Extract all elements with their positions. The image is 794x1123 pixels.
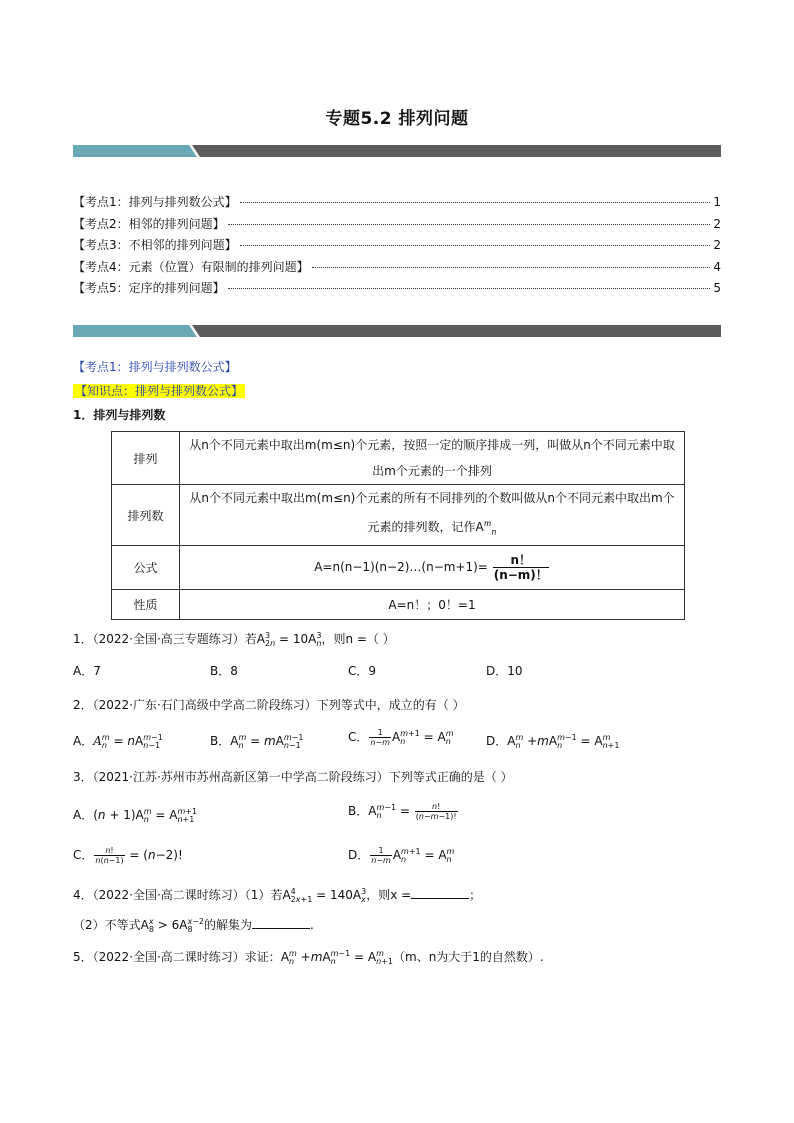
option-a[interactable]: A．7 — [73, 664, 101, 678]
table-of-contents — [73, 193, 721, 301]
table-value: A=n(n−1)(n−2)…(n−m+1)= $\frac{n!}{(n-m)!}$ — [180, 546, 685, 590]
toc-entry[interactable]: 【考点1：排列与排列数公式】 1 — [73, 195, 721, 209]
question-5: 5．（2022·全国·高二课时练习）求证：A m n +mA m−1 n = A m n+1 （m、n为大于1的自然数）. — [73, 948, 544, 966]
option-a[interactable]: A．(n + 1)A m n = A m+1 n+1 — [73, 806, 198, 824]
decorative-band — [73, 145, 721, 157]
table-key: 公式 — [112, 546, 180, 590]
table-key: 排列数 — [112, 485, 180, 546]
knowledge-label: 【知识点：排列与排列数公式】 — [75, 384, 244, 398]
definition-table — [111, 431, 685, 620]
question-4: 4．（2022·全国·高二课时练习）（1）若A 4 2x+1 = 140A 3 x ，则x = ； — [73, 886, 482, 904]
subheading: 1．排列与排列数 — [73, 408, 166, 422]
option-a[interactable]: A．A m n = nA m−1 n−1 — [73, 732, 163, 750]
table-key: 排列 — [112, 432, 180, 485]
question-1: 1．（2022·全国·高三专题练习）若A 3 2n = 10A 3 n ，则n =（ ） — [73, 630, 395, 648]
section-heading: 【考点1：排列与排列数公式】 — [73, 360, 237, 374]
question-2: 2．（2022·广东·石门高级中学高二阶段练习）下列等式中，成立的有（ ） — [73, 698, 465, 712]
option-b[interactable]: B．A m−1 n = $\frac{n!}{(n-m-1)!}$ — [348, 802, 457, 821]
option-d[interactable]: D．10 — [486, 664, 523, 678]
option-b[interactable]: B．A m n = mA m−1 n−1 — [210, 732, 304, 750]
table-value: A=n！；0！=1 — [180, 590, 685, 620]
option-d[interactable]: D． $\frac{1}{n-m}$ A m+1 n = A m n — [348, 846, 455, 865]
option-b[interactable]: B．8 — [210, 664, 238, 678]
toc-entry[interactable]: 【考点2：相邻的排列问题】 2 — [73, 216, 721, 231]
question-4-part-2: （2）不等式A x 8 > 6A x−2 8 的解集为 . — [73, 916, 314, 934]
page-title: 专题5.2 排列问题 — [325, 109, 469, 129]
option-c[interactable]: C． $\frac{n!}{n(n-1)}$ = (n−2)! — [73, 846, 183, 865]
question-3: 3．（2021·江苏·苏州市苏州高新区第一中学高二阶段练习）下列等式正确的是（ ） — [73, 770, 513, 784]
toc-entry[interactable]: 【考点5：定序的排列问题】 5 — [73, 281, 721, 295]
answer-blank[interactable] — [252, 918, 310, 929]
answer-blank[interactable] — [411, 888, 469, 899]
decorative-band — [73, 325, 721, 337]
option-c[interactable]: C．9 — [348, 664, 377, 678]
option-d[interactable]: D．A m n +mA m−1 n = A m n+1 — [486, 732, 620, 750]
table-value: 从n个不同元素中取出m(m≤n)个元素，按照一定的顺序排成一列，叫做从n个不同元素中取出m个元素的一个排列 — [180, 432, 685, 485]
option-c[interactable]: C． $\frac{1}{n-m}$ A m+1 n = A m n — [348, 728, 454, 747]
table-value: 从n个不同元素中取出m(m≤n)个元素的所有不同排列的个数叫做从n个不同元素中取出m个元素的排列数，记作$A^m_n$ — [180, 485, 685, 546]
table-key: 性质 — [112, 590, 180, 620]
toc-entry[interactable]: 【考点3：不相邻的排列问题】 2 — [73, 238, 721, 252]
toc-entry[interactable]: 【考点4：元素（位置）有限制的排列问题】 4 — [73, 259, 721, 274]
